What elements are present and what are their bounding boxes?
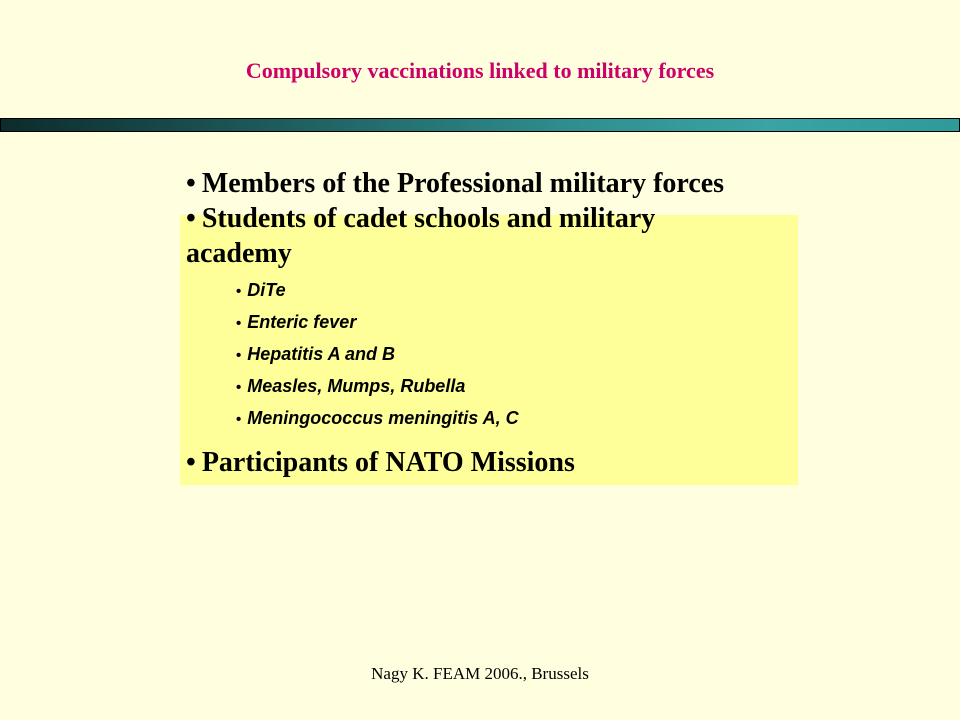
slide-footer: Nagy K. FEAM 2006., Brussels [371, 664, 589, 683]
bullet-dot-icon: • [186, 447, 196, 478]
sub-bullet-item: • Hepatitis A and B [236, 344, 395, 364]
vaccine-sublist [236, 275, 746, 435]
bullet-list [186, 166, 746, 480]
sub-bullet-item: • Enteric fever [236, 312, 357, 332]
sub-bullet-item: • Meningococcus meningitis A, C [236, 408, 519, 428]
sub-bullet-item: • DiTe [236, 280, 286, 300]
title-divider-bar [0, 118, 960, 132]
bullet-item: • Participants of NATO Missions [186, 447, 575, 478]
slide-title: Compulsory vaccinations linked to military forces [245, 58, 715, 83]
sub-bullet-dot-icon: • [236, 411, 242, 428]
sub-bullet-dot-icon: • [236, 379, 242, 396]
sub-bullet-dot-icon: • [236, 283, 242, 300]
bullet-item: • Members of the Professional military forces [186, 168, 725, 199]
bullet-dot-icon: • [186, 203, 196, 234]
sub-bullet-item: • Measles, Mumps, Rubella [236, 376, 466, 396]
sub-bullet-dot-icon: • [236, 315, 242, 332]
bullet-dot-icon: • [186, 168, 196, 199]
bullet-item: • Students of cadet schools and military academy [186, 203, 656, 269]
sub-bullet-dot-icon: • [236, 347, 242, 364]
